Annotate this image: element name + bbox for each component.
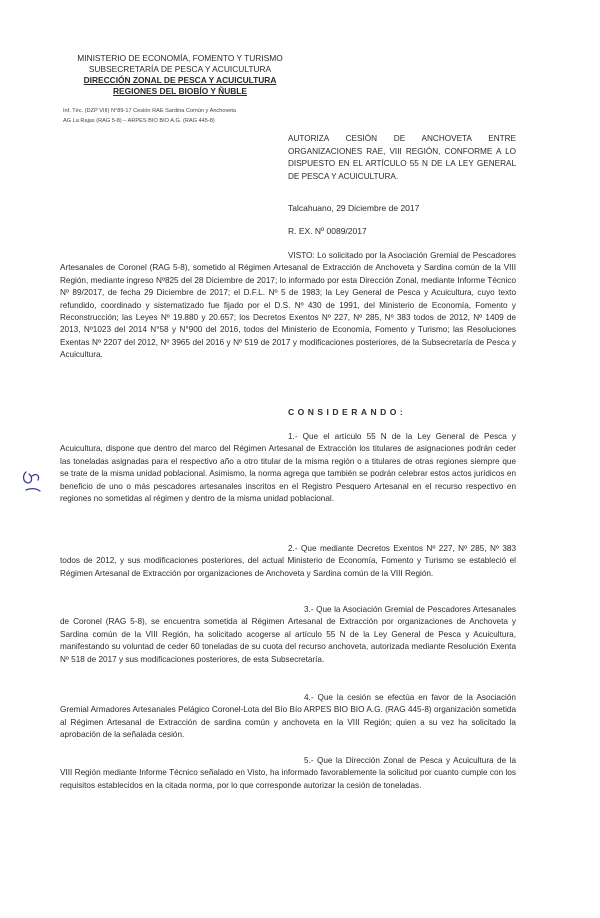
- resolution-subject: AUTORIZA CESIÓN DE ANCHOVETA ENTRE ORGANIZACIONES RAE, VIII REGIÓN, CONFORME A LO DISPUESTO EN EL ARTÍCULO 55 N DE LA LEY GENERAL DE PESCA Y ACUICULTURA.: [288, 134, 516, 181]
- reference-note: [63, 107, 303, 126]
- letterhead: [60, 53, 300, 97]
- reference-line-2: AG La Rajas (RAG 5-8) – ARPES BIO BIO A.G. (RAG 445-8): [63, 117, 215, 124]
- handwritten-mark-icon: [20, 466, 46, 496]
- considerando-title: CONSIDERANDO:: [288, 407, 407, 417]
- subsecretariat-line: SUBSECRETARÍA DE PESCA Y ACUICULTURA: [88, 64, 272, 74]
- considerando-paragraph-5: 5.- Que la Dirección Zonal de Pesca y Acuicultura de la VIII Región mediante Informe Técnico señalado en Visto, ha informado favorablemente la solicitud por cuanto cumple con los requisitos establecidos en la citada norma, por lo que corresponde autorizar la cesión de toneladas.: [60, 756, 516, 790]
- visto-paragraph: [60, 250, 516, 362]
- resolution-number: R. EX. Nº 0089/2017: [288, 226, 367, 236]
- visto-text: Lo solicitado por la Asociación Gremial de Pescadores Artesanales de Coronel (RAG 5-8), sometido al Régimen Artesanal de Extracción de Anchoveta y Sardina común de la VIII Región, mediante ingreso Nº825 del 28 Diciembre de 2017; lo informado por esta Dirección Zonal, mediante Informe Técnico Nº 89/2017, de fecha 29 Diciembre de 2017; el D.F.L. Nº 5 de 1983; la Ley General de Pesca y Acuicultura, cuyo texto refundido, coordinado y sistematizado fue fijado por el D.S. Nº 430 de 1991, del Ministerio de Economía, Fomento y Reconstrucción; las Leyes Nº 19.880 y 20.657; los Decretos Exentos Nº 227, Nº 285, Nº 383 todos de 2012, Nº 1409 de 2013, Nº1023 del 2014 N°58 y N°900 del 2016, todos del Ministerio de Economía, Fomento y Turismo; las Resoluciones Exentas Nº 2207 del 2012, Nº 3965 del 2016 y Nº 519 de 2017 y modificaciones posteriores, de la Subsecretaría de Pesca y Acuicultura.: [60, 251, 516, 360]
- reference-line-1: Inf. Téc. (DZP VIII) N°89-17 Cesión RAE Sardina Común y Anchoveta: [63, 108, 237, 114]
- considerando-paragraph-2: 2.- Que mediante Decretos Exentos Nº 227, Nº 285, Nº 383 todos de 2012, y sus modificaciones posteriores, del actual Ministerio de Economía, Fomento y Turismo se estableció el Régimen Artesanal de Extracción por organizaciones de Anchoveta y Sardina común de la VIII Región.: [60, 544, 516, 578]
- zonal-direction-line: DIRECCIÓN ZONAL DE PESCA Y ACUICULTURA: [83, 75, 277, 85]
- considerando-paragraph-4: 4.- Que la cesión se efectúa en favor de la Asociación Gremial Armadores Artesanales Pelágico Coronel-Lota del Bío Bío ARPES BIO BIO A.G. (RAG 445-8) organización sometida al Régimen Artesanal de Extracción de sardina común y anchoveta en la VIII Región; quien a su vez ha solicitado la aprobación de la señalada cesión.: [60, 693, 516, 740]
- considerando-paragraph-1: 1.- Que el artículo 55 N de la Ley General de Pesca y Acuicultura, dispone que dentro del marco del Régimen Artesanal de Extracción los titulares de asignaciones podrán ceder las toneladas asignadas para el respectivo año a otro titular de la misma región o a titulares de otras regiones siempre que se trate de la misma unidad poblacional. Asimismo, la norma agrega que también se podrán celebrar estos actos jurídicos en beneficio de uno o más pescadores artesanales inscritos en el Registro Pesquero Artesanal en el recurso respectivo en regiones no sometidas al régimen y dentro de la misma unidad poblacional.: [60, 432, 516, 504]
- date-line: Talcahuano, 29 Diciembre de 2017: [288, 203, 420, 213]
- regions-line: REGIONES DEL BIOBÍO Y ÑUBLE: [112, 86, 248, 96]
- visto-label: VISTO:: [288, 251, 315, 260]
- considerando-paragraph-3: 3.- Que la Asociación Gremial de Pescadores Artesanales de Coronel (RAG 5-8), se encuentra sometida al Régimen Artesanal de Extracción por organizaciones de Anchoveta y Sardina común de la VIII Región, ha solicitado acogerse al artículo 55 N de la Ley General de Pesca y Acuicultura, manifestando su voluntad de ceder 60 toneladas de su cuota del recurso anchoveta, autorizada mediante Resolución Exenta Nº 518 de 2017 y sus modificaciones posteriores, de esta Subsecretaría.: [60, 605, 516, 664]
- ministry-line: MINISTERIO DE ECONOMÍA, FOMENTO Y TURISMO: [77, 53, 283, 63]
